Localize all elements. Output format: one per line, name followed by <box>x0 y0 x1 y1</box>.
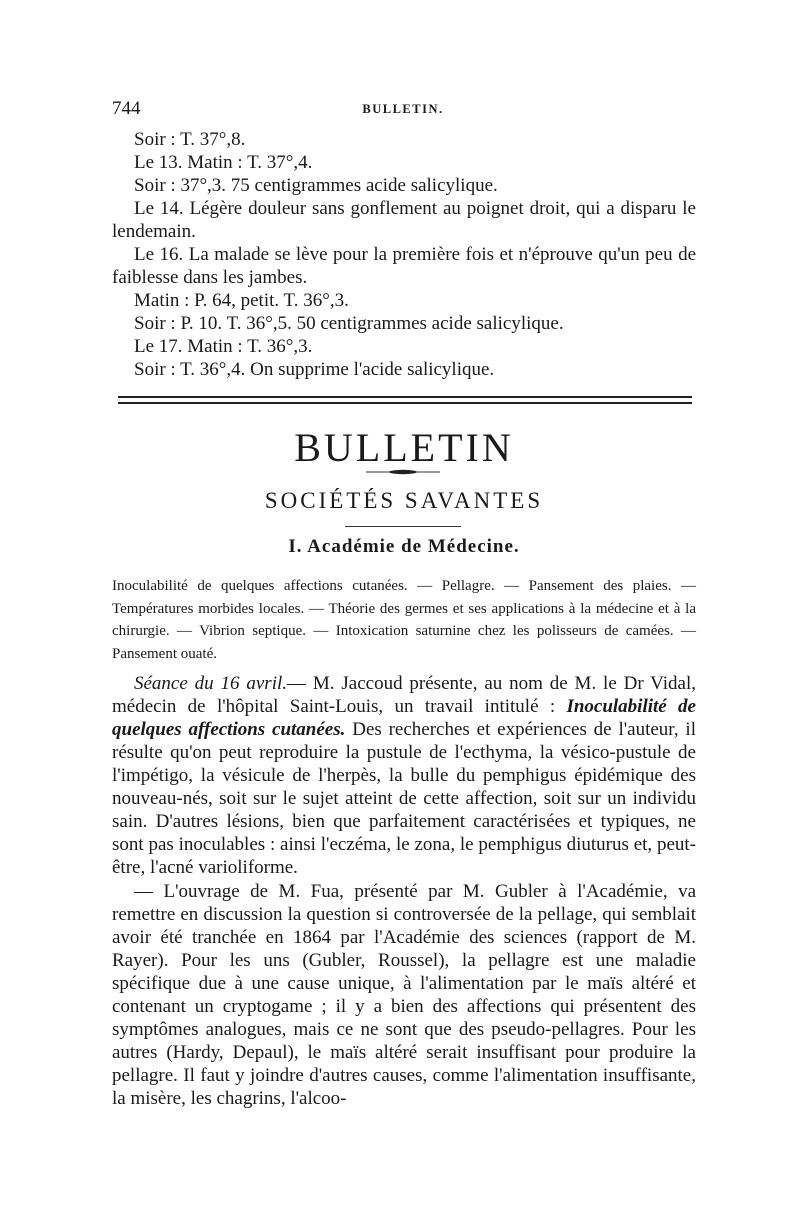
entry: Le 16. La malade se lève pour la première fois et n'éprouve qu'un peu de faiblesse dans les jambes. <box>112 244 696 288</box>
entry: Soir : 37°,3. 75 centigrammes acide salicylique. <box>134 175 498 196</box>
double-rule-bottom <box>118 402 692 404</box>
section-title: BULLETIN <box>294 425 514 470</box>
seance-date: Séance du 16 avril. <box>134 673 288 694</box>
paragraph-pellagre: — L'ouvrage de M. Fua, présenté par M. Gubler à l'Académie, va remettre en discussion la question si controversée de la pellage, qui semblait avoir été tranchée en 1864 par l'Académie des sciences (rapport de M. Rayer). Pour les uns (Gubler, Roussel), la pellagre est une maladie spécifique due à une cause unique, à l'alimentation par le maïs altéré et contenant un cryptogame ; il y a bien des affections qui présentent des symptômes analogues, mais ce ne sont que des pseudo-pellagres. Pour les autres (Hardy, Depaul), le maïs altéré serait insuffisant pour produire la pellagre. Il faut y joindre d'autres causes, comme l'alimentation insuffisante, la misère, les chagrins, l'alcoo- <box>112 881 696 1109</box>
work-title: Inoculabilité de quelques affections cutanées. <box>112 696 696 740</box>
summary-topics: Inoculabilité de quelques affections cutanées. — Pellagre. — Pansement des plaies. — Températures morbides locales. — Théorie des germes et ses applications à la médecine et à la chirurgie. — Vibrion septique. — Intoxication saturnine chez les polisseurs de camées. — Pansement ouaté. <box>112 578 696 662</box>
subsection-heading: I. Académie de Médecine. <box>288 536 520 557</box>
entry: Soir : T. 37°,8. <box>134 129 246 150</box>
clinical-entries <box>112 128 696 381</box>
paragraph-text: — M. Jaccoud présente, au nom de M. le Dr Vidal, médecin de l'hôpital Saint-Louis, un travail intitulé : <box>112 673 696 717</box>
short-rule <box>345 526 461 527</box>
page-number: 744 <box>112 98 141 119</box>
running-title: BULLETIN. <box>362 102 444 116</box>
entry: Le 13. Matin : T. 37°,4. <box>134 152 313 173</box>
section-subtitle: SOCIÉTÉS SAVANTES <box>264 488 544 513</box>
entry: Matin : P. 64, petit. T. 36°,3. <box>134 290 349 311</box>
body-text <box>112 672 696 1110</box>
paragraph-seance <box>112 672 696 879</box>
entry: Le 17. Matin : T. 36°,3. <box>134 336 313 357</box>
double-rule-top <box>118 396 692 398</box>
entry: Soir : T. 36°,4. On supprime l'acide salicylique. <box>134 359 495 380</box>
paragraph-text: Des recherches et expériences de l'auteur, il résulte qu'on peut reproduire la pustule de l'ecthyma, la vésico-pustule de l'impétigo, la vésicule de l'herpès, la bulle du pemphigus épidémique des nouveau-nés, soit sur le sujet atteint de cette affection, soit sur un individu sain. D'autres lésions, bien que parfaitement caractérisées et typiques, ne sont pas inoculables : ainsi l'eczéma, le zona, le pemphigus diuturus et, peut-être, l'acné varioliforme. <box>112 719 696 878</box>
ornament-divider-icon <box>366 469 440 475</box>
entry: Soir : P. 10. T. 36°,5. 50 centigrammes acide salicylique. <box>134 313 564 334</box>
running-head <box>112 98 694 128</box>
entry: Le 14. Légère douleur sans gonflement au poignet droit, qui a disparu le lendemain. <box>112 198 696 242</box>
